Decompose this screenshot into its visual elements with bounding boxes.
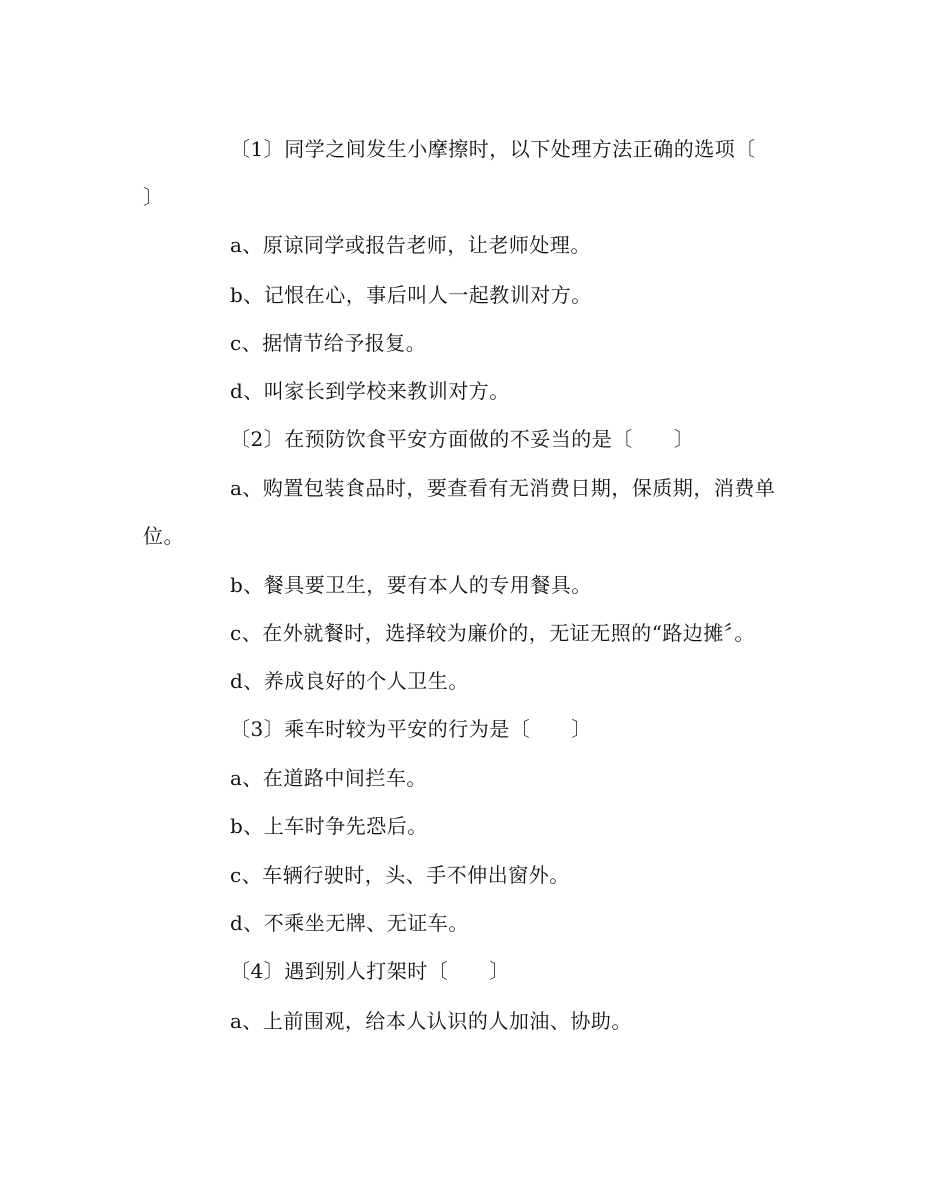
question-1-stem-continued: 〕 xyxy=(143,185,164,209)
question-4-stem: 〔4〕遇到别人打架时〔 〕 xyxy=(230,959,510,983)
question-4-option-a: a、上前围观，给本人认识的人加油、协助。 xyxy=(230,1009,632,1033)
question-2-option-b: b、餐具要卫生，要有本人的专用餐具。 xyxy=(230,573,592,597)
question-3-stem: 〔3〕乘车时较为平安的行为是〔 〕 xyxy=(230,717,592,741)
question-2-option-c: c、在外就餐时，选择较为廉价的，无证无照的“路边摊〞。 xyxy=(230,621,755,645)
question-1-option-b: b、记恨在心，事后叫人一起教训对方。 xyxy=(230,283,592,307)
question-3-option-c: c、车辆行驶时，头、手不伸出窗外。 xyxy=(230,863,570,887)
question-1-option-a: a、原谅同学或报告老师，让老师处理。 xyxy=(230,233,591,257)
question-2-option-a-continued: 位。 xyxy=(143,524,184,548)
question-2-option-d: d、养成良好的个人卫生。 xyxy=(230,669,469,693)
question-1-option-d: d、叫家长到学校来教训对方。 xyxy=(230,379,510,403)
question-2-stem: 〔2〕在预防饮食平安方面做的不妥当的是〔 〕 xyxy=(230,427,695,451)
question-3-option-a: a、在道路中间拦车。 xyxy=(230,766,427,790)
question-2-option-a: a、购置包装食品时，要查看有无消费日期，保质期，消费单 xyxy=(230,476,776,500)
question-3-option-b: b、上车时争先恐后。 xyxy=(230,814,428,838)
question-1-option-c: c、据情节给予报复。 xyxy=(230,331,427,355)
question-1-stem: 〔1〕同学之间发生小摩擦时，以下处理方法正确的选项〔 xyxy=(230,137,756,161)
question-3-option-d: d、不乘坐无牌、无证车。 xyxy=(230,911,469,935)
